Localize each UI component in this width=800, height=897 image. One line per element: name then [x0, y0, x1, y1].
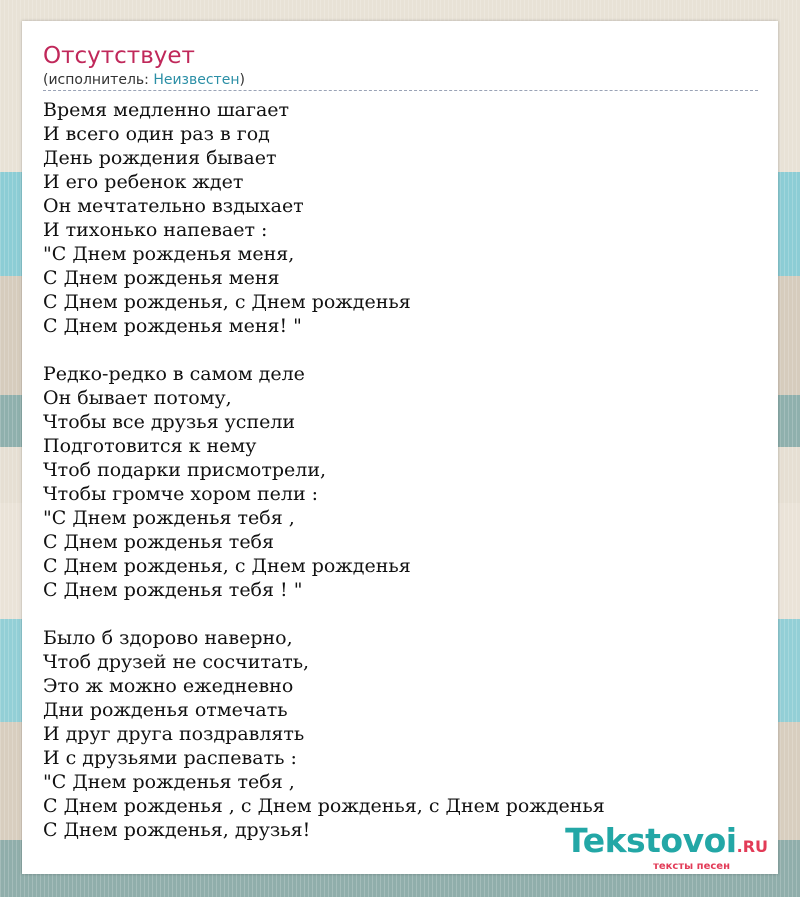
lyric-line: Подготовится к нему: [43, 435, 257, 457]
lyric-line: И с друзьями распевать :: [43, 747, 297, 769]
lyric-line: "С Днем рожденья тебя ,: [43, 771, 295, 793]
lyric-line: "С Днем рожденья меня,: [43, 243, 295, 265]
logo-tld: .RU: [736, 837, 768, 856]
lyric-line: С Днем рожденья тебя ! ": [43, 579, 303, 601]
lyric-line: С Днем рожденья меня: [43, 267, 280, 289]
lyric-line: Время медленно шагает: [43, 99, 290, 121]
lyric-line: С Днем рожденья, друзья!: [43, 819, 311, 841]
stanza-gap: [43, 602, 758, 626]
lyric-line: И тихонько напевает :: [43, 219, 268, 241]
lyric-line: И друг друга поздравлять: [43, 723, 305, 745]
lyric-line: Было б здорово наверно,: [43, 627, 293, 649]
lyric-line: Чтобы все друзья успели: [43, 411, 296, 433]
lyric-line: Дни рожденья отмечать: [43, 699, 288, 721]
lyric-line: Это ж можно ежедневно: [43, 675, 294, 697]
logo-word: Tekstovoi: [565, 821, 737, 860]
stanza-gap: [43, 338, 758, 362]
lyric-line: Чтоб подарки присмотрели,: [43, 459, 327, 481]
lyric-line: Он бывает потому,: [43, 387, 232, 409]
lyric-line: С Днем рожденья, с Днем рожденья: [43, 555, 411, 577]
lyric-line: Редко-редко в самом деле: [43, 363, 305, 385]
logo-wordmark: [565, 821, 768, 864]
artist-link[interactable]: Неизвестен: [153, 72, 240, 88]
artist-prefix: (исполнитель:: [43, 72, 154, 88]
lyric-line: Он мечтательно вздыхает: [43, 195, 304, 217]
song-title: Отсутствует: [43, 43, 195, 69]
lyric-line: С Днем рожденья, с Днем рожденья: [43, 291, 411, 313]
lyric-line: И его ребенок ждет: [43, 171, 244, 193]
lyric-line: "С Днем рожденья тебя ,: [43, 507, 295, 529]
site-logo[interactable]: [565, 821, 768, 872]
lyrics-card: [22, 21, 778, 874]
lyric-line: С Днем рожденья , с Днем рожденья, с Днем рожденья: [43, 795, 605, 817]
artist-suffix: ): [239, 72, 245, 88]
lyric-line: И всего один раз в год: [43, 123, 270, 145]
artist-line: [43, 71, 758, 91]
lyrics-text: [43, 98, 758, 842]
lyric-line: День рождения бывает: [43, 147, 277, 169]
lyric-line: С Днем рожденья меня! ": [43, 315, 302, 337]
lyric-line: Чтобы громче хором пели :: [43, 483, 319, 505]
logo-tagline: тексты песен: [653, 861, 730, 872]
lyric-line: Чтоб друзей не сосчитать,: [43, 651, 310, 673]
lyric-line: С Днем рожденья тебя: [43, 531, 274, 553]
